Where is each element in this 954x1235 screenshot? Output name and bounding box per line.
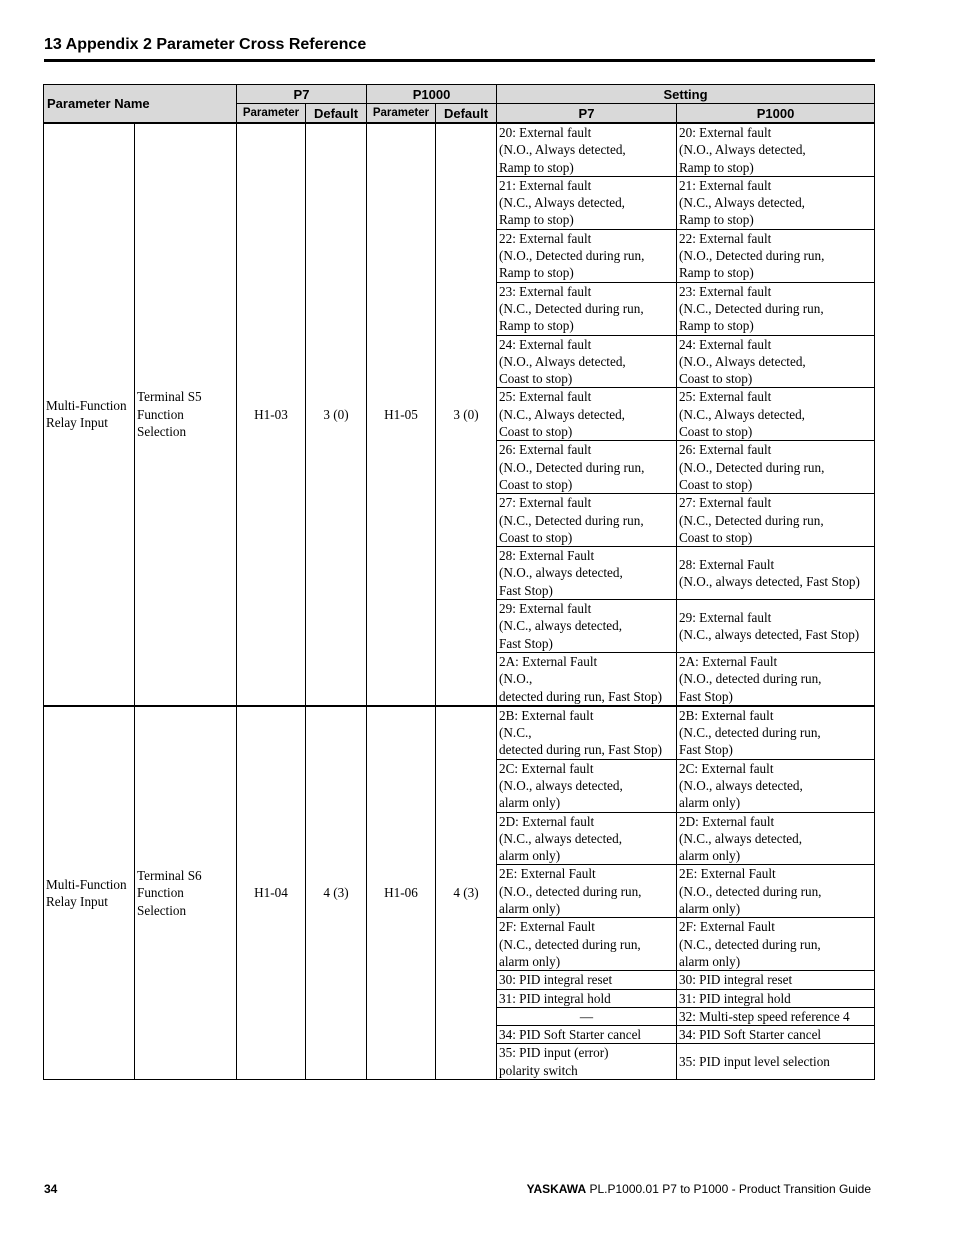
header-p1000: P1000 [367,85,497,104]
p1000-parameter-cell: H1-06 [367,706,436,1080]
header-p7: P7 [237,85,367,104]
header-parameter-name: Parameter Name [44,85,237,124]
p7-setting-cell: 21: External fault (N.C., Always detected, Ramp to stop) [497,176,677,229]
p1000-setting-cell: 34: PID Soft Starter cancel [677,1026,875,1044]
p1000-setting-cell: 28: External Fault (N.O., always detected, Fast Stop) [677,547,875,600]
p1000-parameter-cell: H1-05 [367,123,436,706]
p7-setting-cell: 2A: External Fault (N.O., detected during run, Fast Stop) [497,652,677,705]
p7-setting-cell: 35: PID input (error) polarity switch [497,1044,677,1080]
p1000-setting-cell: 32: Multi-step speed reference 4 [677,1007,875,1025]
p1000-setting-cell: 24: External fault (N.O., Always detected, Coast to stop) [677,335,875,388]
p7-setting-cell: — [497,1007,677,1025]
p1000-setting-cell: 25: External fault (N.C., Always detected, Coast to stop) [677,388,875,441]
p1000-setting-cell: 27: External fault (N.C., Detected during run, Coast to stop) [677,494,875,547]
p7-setting-cell: 2F: External Fault (N.C., detected during run, alarm only) [497,918,677,971]
parameter-cross-reference-table [43,84,875,1080]
parameter-group [44,706,875,1080]
p1000-default-cell: 3 (0) [436,123,497,706]
p1000-setting-cell: 21: External fault (N.C., Always detected, Ramp to stop) [677,176,875,229]
p1000-setting-cell: 2B: External fault (N.C., detected during run, Fast Stop) [677,706,875,759]
p7-setting-cell: 23: External fault (N.C., Detected during run, Ramp to stop) [497,282,677,335]
p1000-setting-cell: 26: External fault (N.O., Detected during run, Coast to stop) [677,441,875,494]
header-p1000-parameter: Parameter [367,104,436,124]
function-name-cell: Terminal S6 Function Selection [135,706,237,1080]
p7-setting-cell: 22: External fault (N.O., Detected during run, Ramp to stop) [497,229,677,282]
document-title: PL.P1000.01 P7 to P1000 - Product Transition Guide [586,1182,871,1196]
p1000-setting-cell: 2E: External Fault (N.O., detected during run, alarm only) [677,865,875,918]
p1000-setting-cell: 2F: External Fault (N.C., detected during run, alarm only) [677,918,875,971]
p1000-setting-cell: 2C: External fault (N.O., always detected, alarm only) [677,759,875,812]
p7-setting-cell: 28: External Fault (N.O., always detected, Fast Stop) [497,547,677,600]
table-row [44,706,875,759]
page-number: 34 [44,1182,58,1196]
brand-name: YASKAWA [526,1182,587,1196]
p1000-setting-cell: 22: External fault (N.O., Detected during run, Ramp to stop) [677,229,875,282]
p7-setting-cell: 20: External fault (N.O., Always detected, Ramp to stop) [497,123,677,176]
header-p7-default: Default [306,104,367,124]
header-setting-p1000: P1000 [677,104,875,124]
p1000-setting-cell: 29: External fault (N.C., always detected, Fast Stop) [677,600,875,653]
p7-setting-cell: 2C: External fault (N.O., always detected, alarm only) [497,759,677,812]
p1000-setting-cell: 35: PID input level selection [677,1044,875,1080]
p7-setting-cell: 2D: External fault (N.C., always detected, alarm only) [497,812,677,865]
parameter-name-cell: Multi-Function Relay Input [44,123,135,706]
parameter-name-cell: Multi-Function Relay Input [44,706,135,1080]
p7-setting-cell: 34: PID Soft Starter cancel [497,1026,677,1044]
footer-doc-info [527,1182,871,1196]
parameter-group [44,123,875,706]
table-row [44,123,875,176]
p7-setting-cell: 2B: External fault (N.C., detected during run, Fast Stop) [497,706,677,759]
p7-setting-cell: 2E: External Fault (N.O., detected during run, alarm only) [497,865,677,918]
header-setting: Setting [497,85,875,104]
p1000-default-cell: 4 (3) [436,706,497,1080]
p1000-setting-cell: 31: PID integral hold [677,989,875,1007]
p7-setting-cell: 30: PID integral reset [497,971,677,989]
p7-setting-cell: 27: External fault (N.C., Detected during run, Coast to stop) [497,494,677,547]
p7-setting-cell: 31: PID integral hold [497,989,677,1007]
p1000-setting-cell: 2D: External fault (N.C., always detected, alarm only) [677,812,875,865]
p7-parameter-cell: H1-03 [237,123,306,706]
p7-setting-cell: 25: External fault (N.C., Always detected, Coast to stop) [497,388,677,441]
p7-setting-cell: 24: External fault (N.O., Always detected, Coast to stop) [497,335,677,388]
p1000-setting-cell: 2A: External Fault (N.O., detected during run, Fast Stop) [677,652,875,705]
p7-parameter-cell: H1-04 [237,706,306,1080]
p1000-setting-cell: 20: External fault (N.O., Always detected, Ramp to stop) [677,123,875,176]
table-header [44,85,875,124]
p7-default-cell: 4 (3) [306,706,367,1080]
header-p7-parameter: Parameter [237,104,306,124]
header-setting-p7: P7 [497,104,677,124]
p7-default-cell: 3 (0) [306,123,367,706]
function-name-cell: Terminal S5 Function Selection [135,123,237,706]
p1000-setting-cell: 23: External fault (N.C., Detected during run, Ramp to stop) [677,282,875,335]
header-p1000-default: Default [436,104,497,124]
page-title: 13 Appendix 2 Parameter Cross Reference [44,36,875,62]
p1000-setting-cell: 30: PID integral reset [677,971,875,989]
p7-setting-cell: 26: External fault (N.O., Detected during run, Coast to stop) [497,441,677,494]
p7-setting-cell: 29: External fault (N.C., always detected, Fast Stop) [497,600,677,653]
